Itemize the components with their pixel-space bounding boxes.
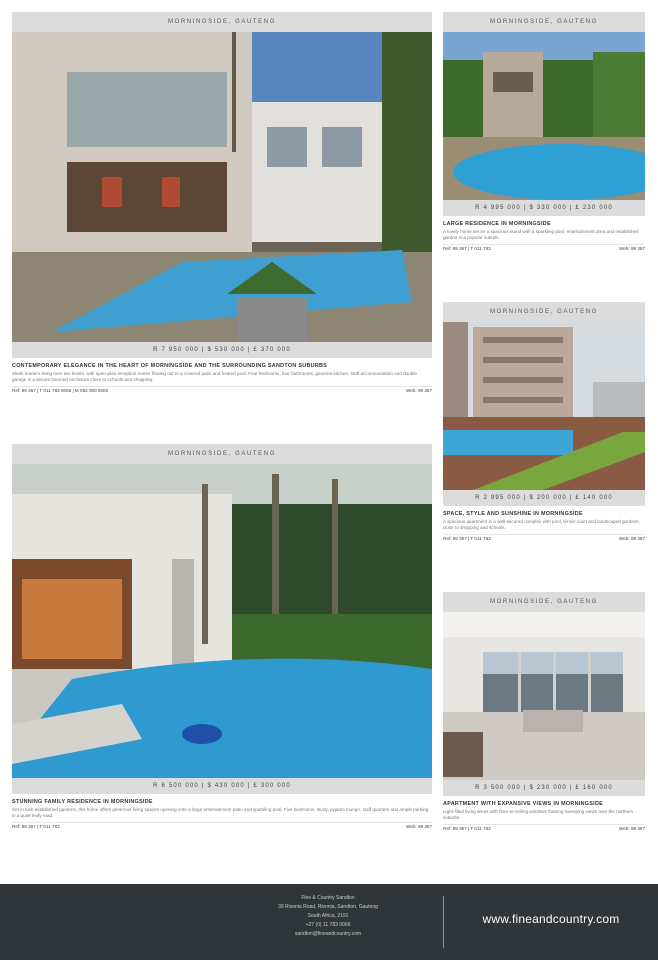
listing-price: R 7 950 000 | $ 530 000 | £ 370 000	[12, 342, 432, 358]
listing-reference: Ref: 99 367 | T 011 783	[443, 245, 491, 251]
listing-description: A lovely home set on a spacious stand with a sparkling pool, entertainment area and established garden in a popular suburb.	[443, 229, 639, 241]
listing-reference: Ref: 99 367 | T 011 783	[12, 823, 60, 829]
listing-card-1[interactable]	[12, 444, 432, 829]
website-link[interactable]: www.fineandcountry.com	[482, 912, 620, 926]
listing-description: Sleek modern living over two levels, with open-plan reception rooms flowing out to a covered patio and heated pool. Four bedrooms, four bathrooms, gourmet kitchen, staff accommodation and double garage in a secure boomed enclosure close to schools and shopping.	[12, 371, 417, 383]
listing-web-reference[interactable]: Web: 99 367	[619, 245, 645, 251]
footer	[0, 884, 658, 960]
listing-reference-row	[443, 534, 645, 541]
apartment-photo-image	[443, 322, 645, 490]
listing-photo[interactable]	[443, 322, 645, 490]
interior-photo-image	[443, 612, 645, 780]
listing-photo[interactable]	[12, 464, 432, 778]
listing-description: Set in lush established gardens, this home offers generous living spaces opening onto a large entertainment patio and sparkling pool. Five bedrooms, study, pyjama lounge, staff quarters and ample parking in a quiet leafy road.	[12, 807, 429, 819]
office-city: South Africa, 2191	[307, 913, 349, 919]
listing-description: Light-filled living areas with floor-to-ceiling windows framing sweeping views over the northern suburbs.	[443, 809, 634, 821]
listing-title: SPACE, STYLE AND SUNSHINE IN MORNINGSIDE	[443, 511, 583, 517]
listing-title: APARTMENT WITH EXPANSIVE VIEWS IN MORNINGSIDE	[443, 801, 604, 807]
office-phone[interactable]: +27 (0) 11 783 0066	[305, 922, 351, 928]
listing-photo[interactable]	[443, 612, 645, 780]
listing-title: LARGE RESIDENCE IN MORNINGSIDE	[443, 221, 551, 227]
house-photo-image	[12, 464, 432, 778]
listing-photo[interactable]	[443, 32, 645, 200]
listing-web-reference[interactable]: Web: 99 367	[406, 387, 432, 393]
listing-reference-row	[443, 244, 645, 251]
listing-reference-row	[12, 822, 432, 829]
listing-reference: Ref: 99 367 | T 011 783 0066 | M 082 000 0000	[12, 387, 109, 393]
listing-photo[interactable]	[12, 32, 432, 342]
listing-card-3[interactable]	[443, 302, 645, 541]
listing-price: R 4 995 000 | $ 330 000 | £ 230 000	[443, 200, 645, 216]
listing-price: R 6 500 000 | $ 430 000 | £ 300 000	[12, 778, 432, 794]
listing-reference: Ref: 99 367 | T 011 783	[443, 825, 491, 831]
listing-reference-row	[443, 824, 645, 831]
listing-title: CONTEMPORARY ELEGANCE IN THE HEART OF MORNINGSIDE AND THE SURROUNDING SANDTON SUBURBS	[12, 363, 328, 369]
listing-price: R 2 995 000 | $ 200 000 | £ 140 000	[443, 490, 645, 506]
listing-web-reference[interactable]: Web: 99 367	[406, 823, 432, 829]
house-photo-image	[443, 32, 645, 200]
office-email[interactable]: sandton@fineandcountry.com	[294, 931, 362, 937]
house-photo-image	[12, 32, 432, 342]
listing-description: A spacious apartment in a well-secured complex with pool, tennis court and landscaped gardens, close to shopping and schools.	[443, 519, 640, 531]
listing-web-reference[interactable]: Web: 99 367	[619, 825, 645, 831]
office-contact-block	[220, 894, 436, 939]
listing-card-4[interactable]	[443, 592, 645, 831]
listing-web-reference[interactable]: Web: 99 367	[619, 535, 645, 541]
office-address: 39 Rivonia Road, Rivonia, Sandton, Gauteng	[278, 904, 378, 910]
office-name: Fine & Country Sandton	[301, 895, 355, 901]
listing-location-header: MORNINGSIDE, GAUTENG	[12, 444, 432, 464]
listing-location-header: MORNINGSIDE, GAUTENG	[12, 12, 432, 32]
listing-card-2[interactable]	[443, 12, 645, 251]
listing-price: R 3 500 000 | $ 230 000 | £ 160 000	[443, 780, 645, 796]
listing-location-header: MORNINGSIDE, GAUTENG	[443, 12, 645, 32]
listing-title: STUNNING FAMILY RESIDENCE IN MORNINGSIDE	[12, 799, 153, 805]
listing-reference: Ref: 99 367 | T 011 783	[443, 535, 491, 541]
listing-location-header: MORNINGSIDE, GAUTENG	[443, 592, 645, 612]
listing-location-header: MORNINGSIDE, GAUTENG	[443, 302, 645, 322]
listing-card-0[interactable]	[12, 12, 432, 393]
listing-reference-row	[12, 386, 432, 393]
